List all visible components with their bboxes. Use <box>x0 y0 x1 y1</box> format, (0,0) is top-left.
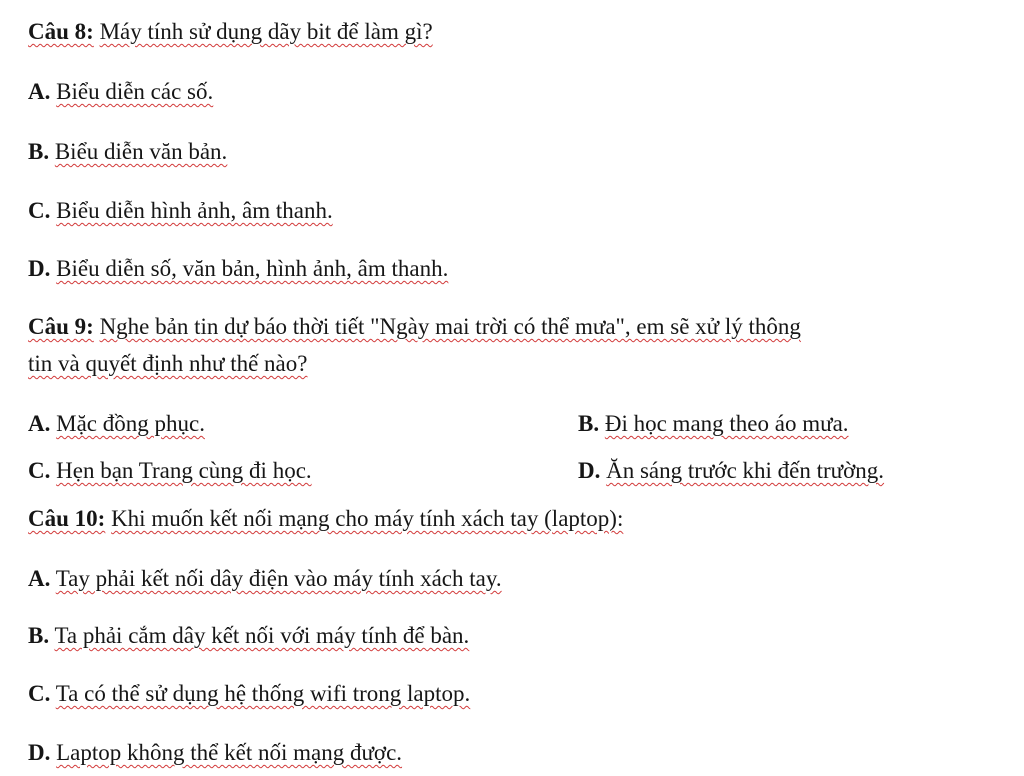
question-text-line-1: Nghe bản tin dự báo thời tiết "Ngày mai trời có thể mưa", em sẽ xử lý thông <box>99 314 801 339</box>
question-10-option-d <box>28 739 402 767</box>
option-text: Biểu diễn các số. <box>56 79 214 104</box>
option-label: A. <box>28 79 51 104</box>
option-text: Biểu diễn văn bản. <box>54 139 228 164</box>
option-text: Biểu diễn hình ảnh, âm thanh. <box>56 198 333 223</box>
option-label: B. <box>28 139 50 164</box>
option-label: C. <box>28 681 51 706</box>
question-10-option-c <box>28 680 470 708</box>
option-text: Tay phải kết nối dây điện vào máy tính xách tay. <box>55 566 502 591</box>
question-9-option-b <box>578 410 849 438</box>
question-8-option-c <box>28 197 333 225</box>
option-label: A. <box>28 566 51 591</box>
question-9 <box>28 313 801 341</box>
question-8-option-d <box>28 255 448 283</box>
option-text: Biểu diễn số, văn bản, hình ảnh, âm thanh. <box>56 256 449 281</box>
option-label: B. <box>578 411 600 436</box>
option-text: Ta có thể sử dụng hệ thống wifi trong laptop. <box>55 681 471 706</box>
option-label: C. <box>28 198 51 223</box>
option-text: Ta phải cắm dây kết nối với máy tính để bàn. <box>54 623 470 648</box>
question-text: Khi muốn kết nối mạng cho máy tính xách tay (laptop): <box>111 506 624 531</box>
question-label: Câu 8: <box>28 19 94 44</box>
option-label: B. <box>28 623 50 648</box>
option-label: D. <box>28 740 51 765</box>
option-label: A. <box>28 411 51 436</box>
option-label: D. <box>28 256 51 281</box>
question-8 <box>28 18 433 46</box>
option-text: Mặc đồng phục. <box>56 411 205 436</box>
question-10 <box>28 505 623 533</box>
question-label: Câu 10: <box>28 506 106 531</box>
option-label: C. <box>28 458 51 483</box>
option-text: Ăn sáng trước khi đến trường. <box>606 458 885 483</box>
question-8-option-a <box>28 78 213 106</box>
question-9-option-c <box>28 457 312 485</box>
question-9-option-d <box>578 457 884 485</box>
question-label: Câu 9: <box>28 314 94 339</box>
question-8-option-b <box>28 138 227 166</box>
question-10-option-a <box>28 565 502 593</box>
question-text-line-2: tin và quyết định như thế nào? <box>28 351 308 376</box>
question-text: Máy tính sử dụng dãy bit để làm gì? <box>99 19 433 44</box>
question-10-option-b <box>28 622 469 650</box>
option-text: Hẹn bạn Trang cùng đi học. <box>56 458 312 483</box>
question-9-option-a <box>28 410 205 438</box>
option-label: D. <box>578 458 601 483</box>
option-text: Laptop không thể kết nối mạng được. <box>56 740 403 765</box>
question-9-continued <box>28 350 307 378</box>
option-text: Đi học mang theo áo mưa. <box>604 411 849 436</box>
